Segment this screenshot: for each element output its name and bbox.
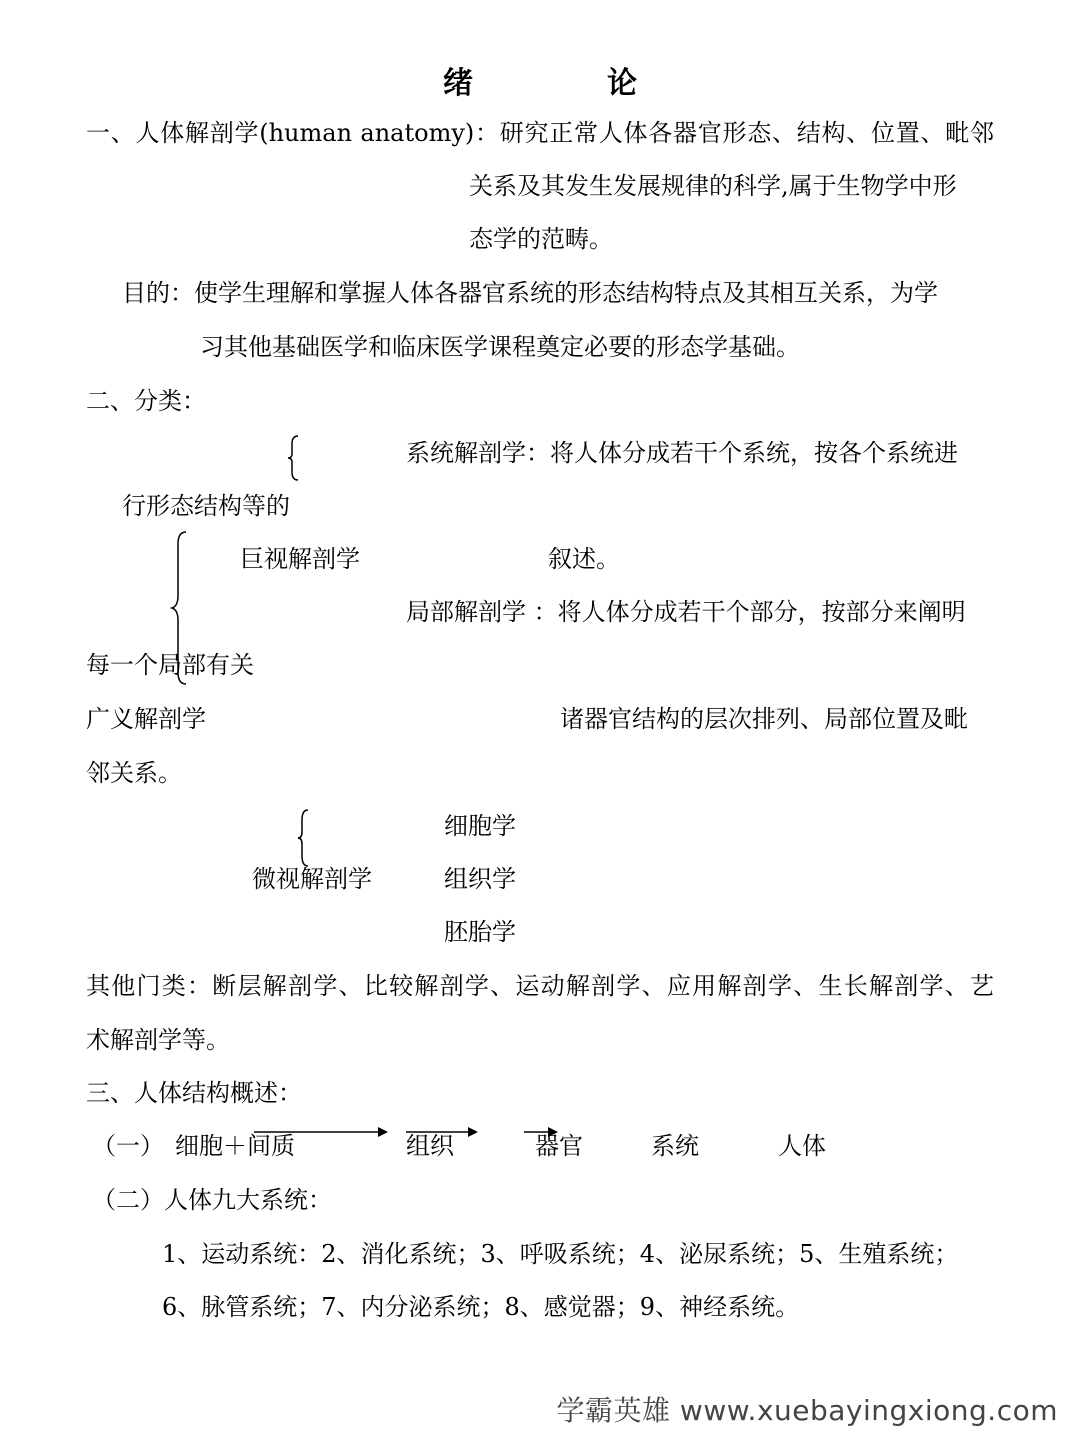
- systems-line1: 1、运动系统：2、消化系统；3、呼吸系统；4、泌尿系统；5、生殖系统；: [162, 1240, 959, 1268]
- sub2-heading: （二）人体九大系统：: [92, 1186, 332, 1214]
- histology: 组织学: [444, 865, 516, 893]
- broad-anatomy: 广义解剖学: [86, 705, 206, 733]
- page-title: 绪 论: [443, 66, 689, 101]
- section2-heading: 二、分类：: [86, 387, 206, 415]
- embryology: 胚胎学: [444, 918, 516, 946]
- chain-organ: 器官: [535, 1132, 583, 1160]
- chain-system: 系统: [651, 1132, 699, 1160]
- chain-cell-matrix: 细胞＋间质: [175, 1132, 295, 1160]
- other-categories-line2: 术解剖学等。: [86, 1026, 230, 1054]
- purpose-line1: 目的：使学生理解和掌握人体各器官系统的形态结构特点及其相互关系，为学: [122, 279, 938, 307]
- brace-macro: [286, 434, 302, 482]
- systematic-anatomy-cont: 行形态结构等的: [122, 492, 290, 520]
- arrow-to-organ: [404, 1124, 482, 1140]
- systems-line2: 6、脉管系统；7、内分泌系统；8、感觉器；9、神经系统。: [162, 1293, 800, 1321]
- section1-line3: 态学的范畴。: [469, 225, 613, 253]
- chain-tissue: 组织: [406, 1132, 454, 1160]
- chain-human-body: 人体: [778, 1132, 826, 1160]
- broad-anatomy-tail: 诸器官结构的层次排列、局部位置及毗: [560, 705, 968, 733]
- purpose-line2: 习其他基础医学和临床医学课程奠定必要的形态学基础。: [200, 333, 800, 361]
- section1-definition: 一、人体解剖学(human anatomy)：研究正常人体各器官形态、结构、位置、毗邻: [86, 119, 994, 147]
- sub1-label: （一）: [92, 1132, 164, 1160]
- brace-micro: [296, 808, 312, 868]
- narrate-text: 叙述。: [548, 545, 620, 573]
- broad-anatomy-tail2: 邻关系。: [86, 759, 182, 787]
- other-categories-line1: 其他门类：断层解剖学、比较解剖学、运动解剖学、应用解剖学、生长解剖学、艺: [86, 972, 994, 1000]
- section3-heading: 三、人体结构概述：: [86, 1079, 302, 1107]
- cytology: 细胞学: [444, 812, 516, 840]
- regional-anatomy: 局部解剖学 ：将人体分成若干个部分，按部分来阐明: [406, 598, 966, 626]
- watermark: 学霸英雄 www.xuebayingxiong.com: [556, 1394, 1058, 1427]
- systematic-anatomy: 系统解剖学：将人体分成若干个系统，按各个系统进: [406, 439, 958, 467]
- section1-line2: 关系及其发生发展规律的科学,属于生物学中形: [469, 172, 957, 200]
- micro-anatomy: 微视解剖学: [252, 865, 372, 893]
- macro-anatomy: 巨视解剖学: [240, 545, 360, 573]
- arrow-to-tissue: [252, 1124, 392, 1140]
- regional-anatomy-cont: 每一个局部有关: [86, 651, 254, 679]
